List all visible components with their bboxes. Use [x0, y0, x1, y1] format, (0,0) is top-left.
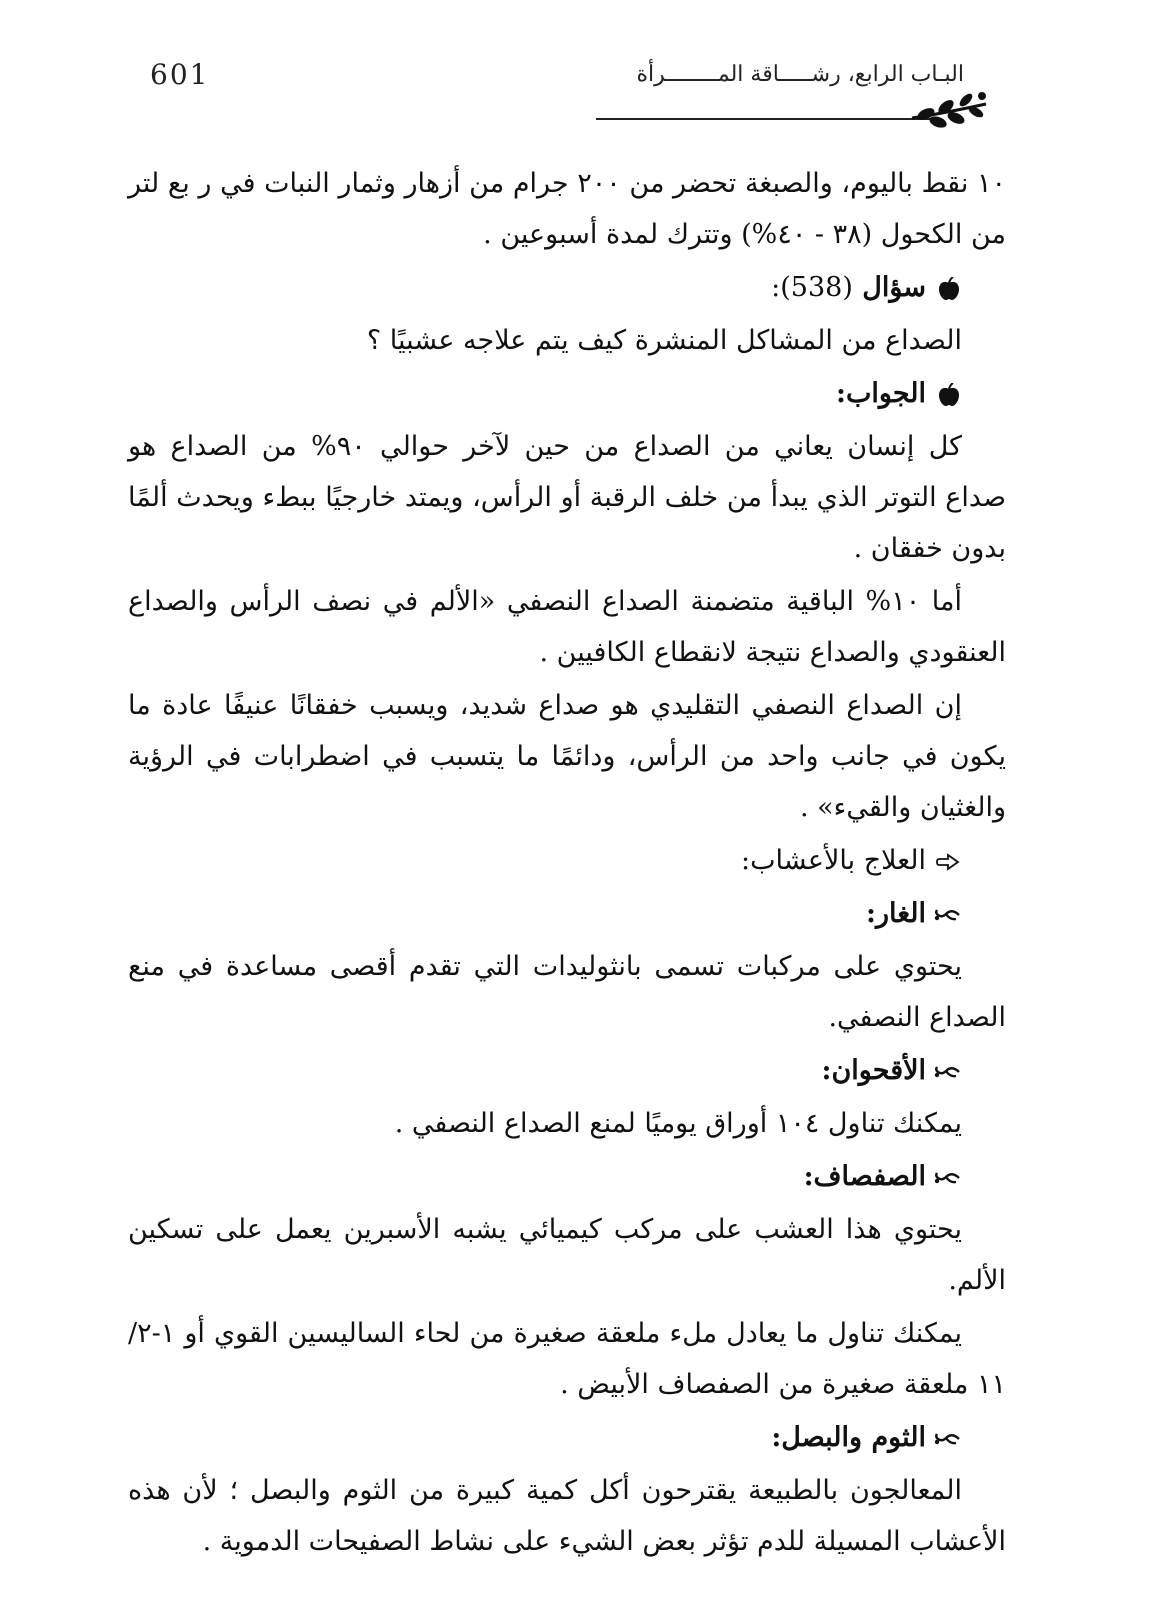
bay-text: يحتوي على مركبات تسمى بانثوليدات التي تقدم أقصى مساعدة في منع الصداع النصفي.: [128, 951, 1006, 1033]
garlic-onion-text: المعالجون بالطبيعة يقترحون أكل كمية كبيرة من الثوم والبصل ؛ لأن هذه الأعشاب المسيلة للدم تؤثر بعض الشيء على نشاط الصفيحات الدموية .: [128, 1475, 1006, 1557]
page-number: 601: [150, 58, 210, 91]
feverfew-heading: [128, 1045, 1006, 1096]
answer-label: الجواب:: [836, 378, 926, 409]
feverfew-label: الأقحوان:: [821, 1055, 926, 1086]
apple-icon: [934, 368, 960, 419]
header-rule: [596, 118, 936, 120]
willow-dose: يمكنك تناول ما يعادل ملء ملعقة صغيرة من لحاء الساليسين القوي أو ١-٢/ ١١ ملعقة صغيرة من الصفصاف الأبيض .: [128, 1318, 1006, 1400]
garlic-onion-heading: [128, 1412, 1006, 1463]
feverfew-text: يمكنك تناول ١٠٤ أوراق يوميًا لمنع الصداع النصفي .: [394, 1108, 962, 1139]
question-heading: [128, 262, 1006, 313]
willow-heading: [128, 1151, 1006, 1202]
question-text: الصداع من المشاكل المنشرة كيف يتم علاجه عشبيًا ؟: [366, 325, 962, 356]
herbal-treatment-heading: [128, 835, 1006, 886]
willow-label: الصفصاف:: [803, 1161, 926, 1192]
running-header-title: البـاب الرابع، رشـــــاقة المــــــــرأة: [636, 62, 964, 87]
fleuron-icon: [934, 1151, 960, 1202]
page-body: [128, 158, 1006, 1567]
intro-paragraph: ١٠ نقط باليوم، والصبغة تحضر من ٢٠٠ جرام من أزهار وثمار النبات في ر بع لتر من الكحول (٣٨ - ٤٠%) وتترك لمدة أسبوعين .: [128, 168, 1006, 250]
garlic-onion-label: الثوم والبصل:: [771, 1422, 926, 1453]
pointing-hand-icon: [934, 835, 960, 886]
bay-label: الغار:: [866, 898, 926, 929]
bay-heading: [128, 888, 1006, 939]
answer-paragraph-2: أما ١٠% الباقية متضمنة الصداع النصفي «الألم في نصف الرأس والصداع العنقودي والصداع نتيجة لانقطاع الكافيين .: [128, 586, 1006, 668]
fleuron-icon: [934, 1412, 960, 1463]
answer-heading: [128, 368, 1006, 419]
question-number: (538):: [771, 272, 853, 303]
fleuron-icon: [934, 1045, 960, 1096]
question-label: سؤال: [862, 272, 926, 303]
answer-paragraph-3: إن الصداع النصفي التقليدي هو صداع شديد، ويسبب خفقانًا عنيفًا عادة ما يكون في جانب واحد من الرأس، ودائمًا ما يتسبب في اضطرابات في الرؤية والغثيان والقيء» .: [128, 690, 1006, 823]
answer-paragraph-1: كل إنسان يعاني من الصداع من حين لآخر حوالي ٩٠% من الصداع هو صداع التوتر الذي يبدأ من خلف الرقبة أو الرأس، ويمتد خارجيًا ببطء ويحدث ألمًا بدون خفقان .: [128, 431, 1006, 564]
herbal-treatment-label: العلاج بالأعشاب:: [741, 845, 926, 876]
leaf-branch-icon: [910, 90, 988, 132]
fleuron-icon: [934, 888, 960, 939]
willow-text: يحتوي هذا العشب على مركب كيميائي يشبه الأسبرين يعمل على تسكين الألم.: [128, 1214, 1006, 1296]
apple-icon: [934, 262, 960, 313]
